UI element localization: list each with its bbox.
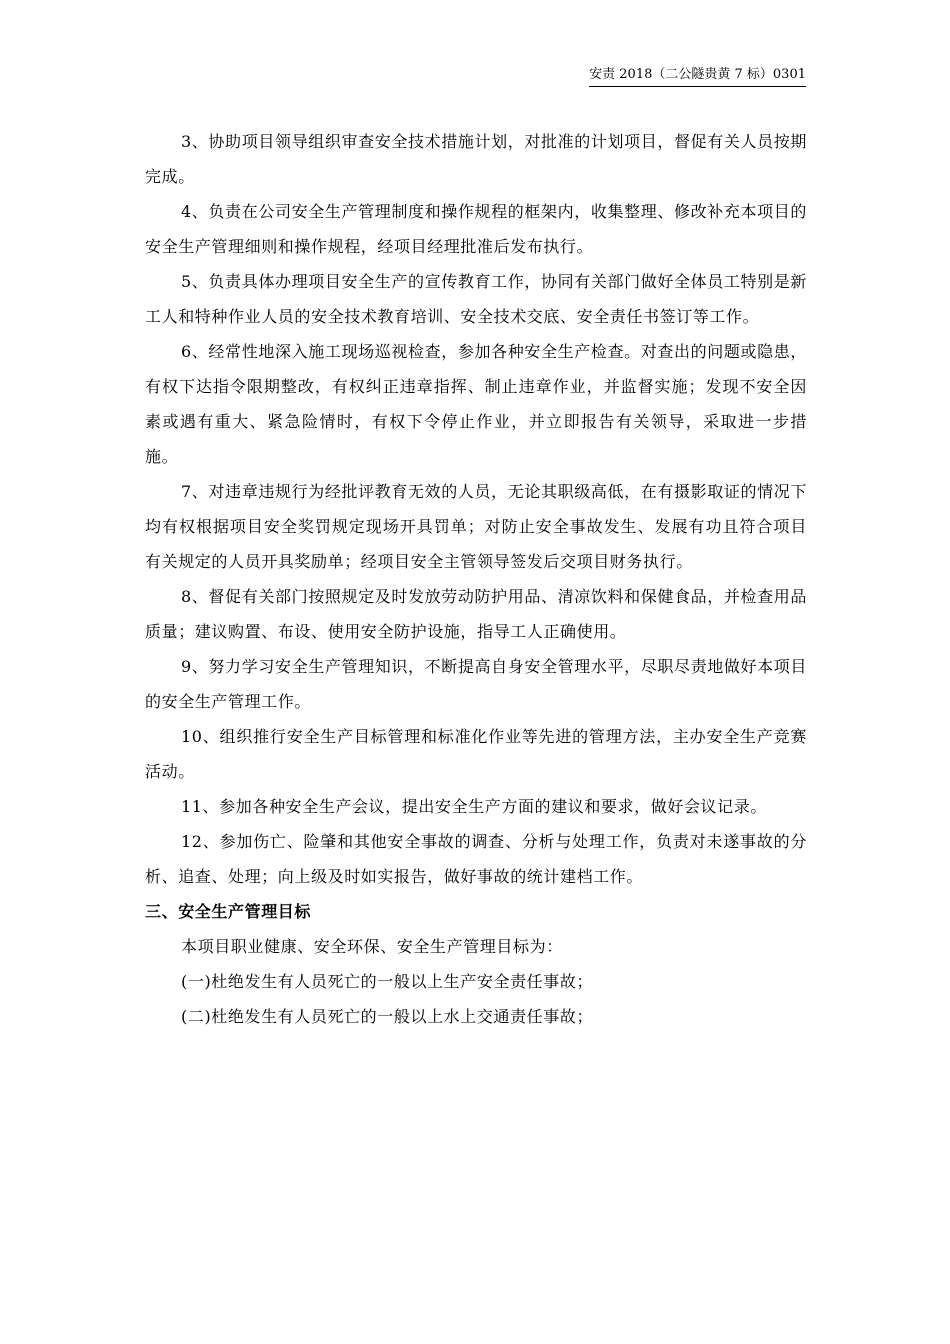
- document-code-header: 安责 2018（二公隧贵黄 7 标）0301: [589, 66, 806, 87]
- goal-item-1: (一)杜绝发生有人员死亡的一般以上生产安全责任事故；: [181, 972, 594, 991]
- section-intro: 本项目职业健康、安全环保、安全生产管理目标为：: [181, 937, 563, 956]
- document-body: [145, 124, 807, 1034]
- duty-item-7: 7、对违章违规行为经批评教育无效的人员，无论其职级高低，在有摄影取证的情况下均有权根据项目安全奖罚规定现场开具罚单；对防止安全事故发生、发展有功且符合项目有关规定的人员开具奖励单；经项目安全主管领导签发后交项目财务执行。: [145, 482, 807, 571]
- duty-item-9: 9、努力学习安全生产管理知识，不断提高自身安全管理水平，尽职尽责地做好本项目的安全生产管理工作。: [145, 657, 807, 711]
- duty-item-12: 12、参加伤亡、险肇和其他安全事故的调查、分析与处理工作，负责对未遂事故的分析、追查、处理；向上级及时如实报告，做好事故的统计建档工作。: [145, 832, 807, 886]
- duty-item-8: 8、督促有关部门按照规定及时发放劳动防护用品、清凉饮料和保健食品，并检查用品质量；建议购置、布设、使用安全防护设施，指导工人正确使用。: [145, 587, 807, 641]
- duty-item-3: 3、协助项目领导组织审查安全技术措施计划，对批准的计划项目，督促有关人员按期完成。: [145, 132, 807, 186]
- duty-item-6: 6、经常性地深入施工现场巡视检查，参加各种安全生产检查。对查出的问题或隐患，有权下达指令限期整改，有权纠正违章指挥、制止违章作业，并监督实施；发现不安全因素或遇有重大、紧急险情时，有权下令停止作业，并立即报告有关领导，采取进一步措施。: [145, 342, 807, 466]
- duty-item-10: 10、组织推行安全生产目标管理和标准化作业等先进的管理方法，主办安全生产竞赛活动。: [145, 727, 807, 781]
- section-heading: 三、安全生产管理目标: [145, 902, 312, 921]
- duty-item-4: 4、负责在公司安全生产管理制度和操作规程的框架内，收集整理、修改补充本项目的安全生产管理细则和操作规程，经项目经理批准后发布执行。: [145, 202, 807, 256]
- duty-item-5: 5、负责具体办理项目安全生产的宣传教育工作，协同有关部门做好全体员工特别是新工人和特种作业人员的安全技术教育培训、安全技术交底、安全责任书签订等工作。: [145, 272, 807, 326]
- duty-item-11: 11、参加各种安全生产会议，提出安全生产方面的建议和要求，做好会议记录。: [181, 797, 767, 816]
- goal-item-2: (二)杜绝发生有人员死亡的一般以上水上交通责任事故；: [181, 1007, 594, 1026]
